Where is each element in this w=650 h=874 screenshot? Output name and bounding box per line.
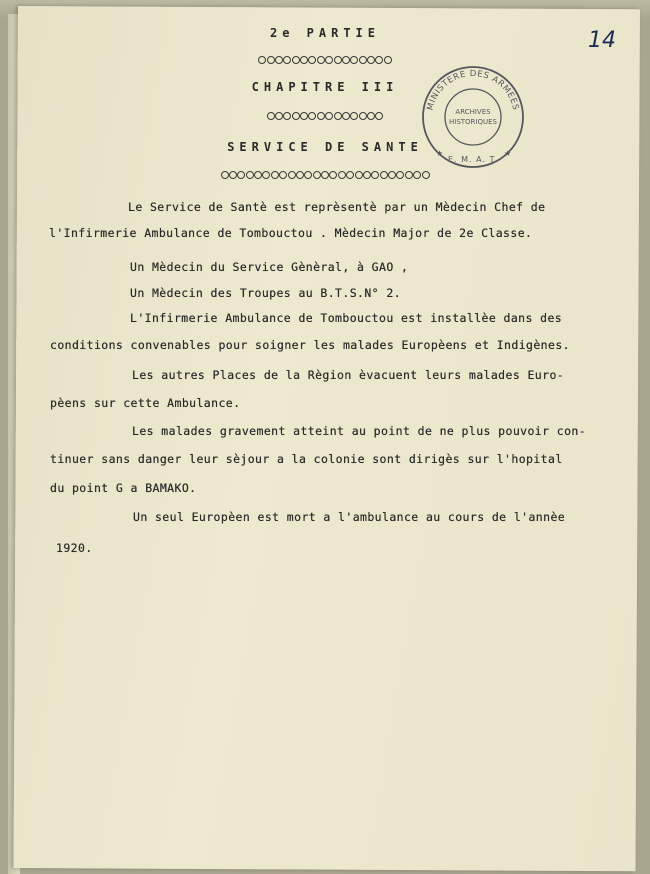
rule-dot [350,112,358,120]
rule-dot [279,171,287,179]
rule-dot [325,56,333,64]
body-line-9: Les malades gravement atteint au point de ne plus pouvoir con- [132,424,587,438]
rule-dot [367,56,375,64]
stamp-outer-text: MINISTERE DES ARMEES [425,68,521,112]
rule-dot [300,112,308,120]
rule-dot [275,112,283,120]
rule-dot [359,112,367,120]
rule-dot [325,112,333,120]
rule-dot [380,171,388,179]
rule-dot [350,56,358,64]
rule-dot [267,56,275,64]
rule-dot [304,171,312,179]
rule-dot [375,112,383,120]
body-line-13: 1920. [56,541,93,555]
rule-dot [334,112,342,120]
rule-dot [313,171,321,179]
rule-dot [359,56,367,64]
body-line-1: Le Service de Santè est reprèsentè par un Mèdecin Chef de [128,200,546,214]
rule-dot [288,171,296,179]
rule-dot [229,171,237,179]
decorative-rule-part [0,56,650,67]
rule-dot [317,56,325,64]
body-line-2: l'Infirmerie Ambulance de Tombouctou . Mèdecin Major de 2e Classe. [49,226,533,240]
stamp-inner-line-2: HISTORIQUES [449,118,497,126]
rule-dot [317,112,325,120]
section-heading: SERVICE DE SANTE [227,140,423,154]
rule-dot [300,56,308,64]
body-line-6: conditions convenables pour soigner les malades Europèens et Indigènes. [50,338,570,352]
document-page [13,6,640,871]
body-line-8: pèens sur cette Ambulance. [50,396,241,410]
rule-dot [321,171,329,179]
rule-dot [237,171,245,179]
rule-dot [405,171,413,179]
rule-dot [413,171,421,179]
rule-dot [384,56,392,64]
part-heading: 2e PARTIE [269,26,381,40]
body-line-10: tinuer sans danger leur sèjour a la colonie sont dirigès sur l'hopital [50,452,563,466]
rule-dot [292,56,300,64]
rule-dot [267,112,275,120]
rule-dot [258,56,266,64]
rule-dot [221,171,229,179]
rule-dot [283,112,291,120]
rule-dot [334,56,342,64]
rule-dot [422,171,430,179]
rule-dot [371,171,379,179]
rule-dot [388,171,396,179]
archives-stamp [420,64,526,170]
rule-dot [275,56,283,64]
rule-dot [246,171,254,179]
stamp-bottom-text: E. M. A. T. [447,155,499,164]
rule-dot [292,112,300,120]
stamp-inner-line-1: ARCHIVES [455,108,491,116]
stamp-star-icon: ★ [436,149,444,158]
rule-dot [308,56,316,64]
rule-dot [396,171,404,179]
folio-number: 14 [588,28,616,53]
rule-dot [375,56,383,64]
rule-dot [367,112,375,120]
rule-dot [283,56,291,64]
rule-dot [271,171,279,179]
body-line-7: Les autres Places de la Règion èvacuent leurs malades Euro- [132,368,565,382]
rule-dot [308,112,316,120]
rule-dot [296,171,304,179]
rule-dot [342,56,350,64]
rule-dot [363,171,371,179]
stamp-star-icon: ★ [504,149,512,158]
body-line-5: L'Infirmerie Ambulance de Tombouctou est installèe dans des [130,311,563,325]
chapter-heading: CHAPITRE III [251,80,399,94]
body-line-11: du point G a BAMAKO. [50,481,197,495]
rule-dot [254,171,262,179]
rule-dot [329,171,337,179]
body-line-3: Un Mèdecin du Service Gènèral, à GAO , [130,260,409,274]
svg-text:MINISTERE DES ARMEES [426,69,521,111]
body-line-4: Un Mèdecin des Troupes au B.T.S.N° 2. [130,286,401,300]
rule-dot [346,171,354,179]
rule-dot [338,171,346,179]
decorative-rule-section [0,171,650,182]
rule-dot [262,171,270,179]
body-line-12: Un seul Europèen est mort a l'ambulance au cours de l'annèe [133,510,566,524]
decorative-rule-chapter [0,112,650,123]
rule-dot [342,112,350,120]
rule-dot [355,171,363,179]
